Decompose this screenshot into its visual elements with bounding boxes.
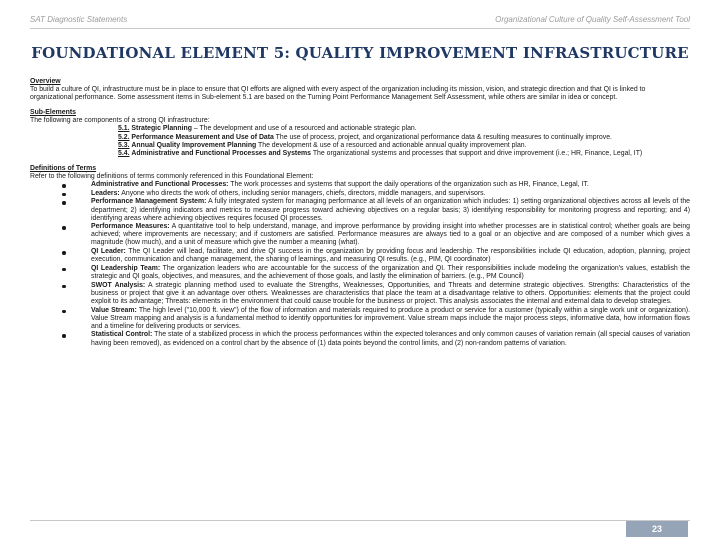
page-number-badge bbox=[626, 521, 688, 537]
footer-divider bbox=[30, 520, 690, 521]
sub-element-number: 5.2. bbox=[118, 133, 130, 141]
definition-item bbox=[30, 190, 690, 198]
definition-text: The high level ("10,000 ft. view") of the flow of information and materials required to produce a product or service for a customer (typically within a single work unit or organization). Value Stream mapping and analysis is a fundamental method to identify opportunities for improvement. Value stream maps include the major process steps, informative data, how information flows and a timeline for delivering products or services. bbox=[91, 306, 690, 330]
definition-item bbox=[30, 198, 690, 222]
definition-item bbox=[30, 265, 690, 281]
definition-term: Performance Measures: bbox=[91, 223, 170, 231]
definition-text: Anyone who directs the work of others, including senior managers, chiefs, directors, middle managers, and supervisors. bbox=[119, 189, 486, 197]
definition-term: Performance Management System: bbox=[91, 198, 207, 206]
sub-elements-section bbox=[30, 109, 690, 158]
sub-element-item bbox=[118, 125, 690, 133]
sub-element-name: Annual Quality Improvement Planning bbox=[131, 141, 257, 149]
definition-term: QI Leader: bbox=[91, 248, 126, 256]
definition-text: The work processes and systems that support the daily operations of the organization such as HR, Finance, Legal, IT. bbox=[228, 181, 589, 189]
sub-element-name: Performance Measurement and Use of Data bbox=[131, 133, 274, 141]
definition-item bbox=[30, 331, 690, 347]
definition-text: A fully integrated system for managing performance at all levels of an organization which includes: 1) setting organizational objectives across all levels of the department; 2) identifying indicators and metrics to measure progress toward achieving objectives on a regular basis; 3) identifying responsibility for monitoring progress and reporting; and 4) identifying areas where achieving objectives requires focused QI processes. bbox=[91, 198, 690, 222]
header-right-text: Organizational Culture of Quality Self-Assessment Tool bbox=[495, 14, 690, 24]
definition-term: Value Stream: bbox=[91, 306, 137, 314]
header-left-text: SAT Diagnostic Statements bbox=[30, 14, 128, 24]
definition-term: QI Leadership Team: bbox=[91, 264, 161, 272]
page-number: 23 bbox=[651, 524, 662, 534]
definition-item bbox=[30, 181, 690, 189]
sub-element-item bbox=[118, 142, 690, 150]
overview-section bbox=[30, 78, 690, 102]
definition-text: The state of a stabilized process in which the process performances within the expected tolerances and only common causes of variation remain (all special causes of variation having been removed), as evidenced on a control chart by the absence of (1) data points beyond the control limits, and (2) non-random patterns of variation. bbox=[91, 331, 690, 347]
sub-elements-list bbox=[118, 125, 690, 157]
sub-elements-heading: Sub-Elements bbox=[30, 109, 76, 117]
overview-text: To build a culture of QI, infrastructure must be in place to ensure that QI efforts are aligned with every aspect of the organization including its mission, vision, and strategic direction and that QI is linked to organizational performance. Some assessment items in Sub-element 5.1 are based on the Turning Point Performance Management Self Assessment, while others are similar in idea or concept. bbox=[30, 86, 646, 102]
definition-item bbox=[30, 307, 690, 331]
definitions-heading: Definitions of Terms bbox=[30, 164, 97, 172]
sub-element-item bbox=[118, 134, 690, 142]
header-divider bbox=[30, 28, 690, 29]
definitions-intro: Refer to the following definitions of terms commonly referenced in this Foundational Element: bbox=[30, 172, 314, 180]
document-body bbox=[30, 78, 690, 348]
page-title: FOUNDATIONAL ELEMENT 5: QUALITY IMPROVEMENT INFRASTRUCTURE bbox=[31, 44, 689, 62]
sub-element-description: The organizational systems and processes that support and drive improvement (i.e.; HR, Finance, Legal, IT) bbox=[311, 149, 643, 157]
running-header bbox=[30, 12, 690, 26]
definition-text: The QI Leader will lead, facilitate, and drive QI success in the organization by providing focus and leadership. The responsibilities include QI education, adoption, planning, project execution, communication and change management, the sharing of learnings, and measuring QI results. (e.g., PIM, QI coordinator) bbox=[91, 248, 690, 264]
definition-term: SWOT Analysis: bbox=[91, 281, 146, 289]
sub-element-name: Strategic Planning bbox=[131, 125, 192, 133]
definition-term: Administrative and Functional Processes: bbox=[91, 181, 229, 189]
sub-elements-intro: The following are components of a strong QI infrastructure: bbox=[30, 117, 210, 125]
definitions-section bbox=[30, 165, 690, 348]
sub-element-description: – The development and use of a resourced and actionable strategic plan. bbox=[191, 125, 417, 133]
definition-text: The organization leaders who are accountable for the success of the organization and QI. Their responsibilities include modeling the organization's values, establish the strategic and QI goals, objectives, and measures, and the achievement of those goals, and lastly the elimination of barriers. (e.g., PM Council) bbox=[91, 264, 690, 281]
sub-element-description: The use of process, project, and organizational performance data & resulting measures to continually improve. bbox=[273, 133, 612, 141]
definition-item bbox=[30, 223, 690, 247]
definition-text: A quantitative tool to help understand, manage, and improve performance by providing insight into whether processes are in statistical control; whether goals are being achieved; where improvements are necessary; and if customers are satisfied. Performance measures are always tied to a goal or an objective and are composed of a number which gives a magnitude (how much), and a unit of measure which give the number a meaning (what). bbox=[91, 223, 690, 247]
definition-term: Statistical Control: bbox=[91, 331, 153, 339]
definition-item bbox=[30, 282, 690, 306]
sub-element-item bbox=[118, 150, 690, 158]
sub-element-number: 5.4. bbox=[118, 149, 130, 157]
overview-heading: Overview bbox=[30, 78, 61, 85]
sub-element-description: The development & use of a resourced and actionable annual quality improvement plan. bbox=[256, 141, 527, 149]
definition-text: A strategic planning method used to evaluate the Strengths, Weaknesses, Opportunities, and Threats and determine strategic objectives. Strengths: Characteristics of the business or project that give it an advantage over others. Weaknesses are characteristics that place the team at a disadvantage relative to others. Opportunities: elements that the project could exploit to its advantage; Threats: elements in the environment that could cause trouble for the business or project. This analysis associates the internal and external data to develop strategies. bbox=[91, 281, 691, 305]
sub-element-number: 5.3. bbox=[118, 141, 130, 149]
definition-item bbox=[30, 248, 690, 264]
sub-element-number: 5.1. bbox=[118, 125, 130, 133]
definitions-list bbox=[30, 181, 690, 348]
sub-element-name: Administrative and Functional Processes and Systems bbox=[131, 149, 312, 157]
definition-term: Leaders: bbox=[91, 189, 120, 197]
